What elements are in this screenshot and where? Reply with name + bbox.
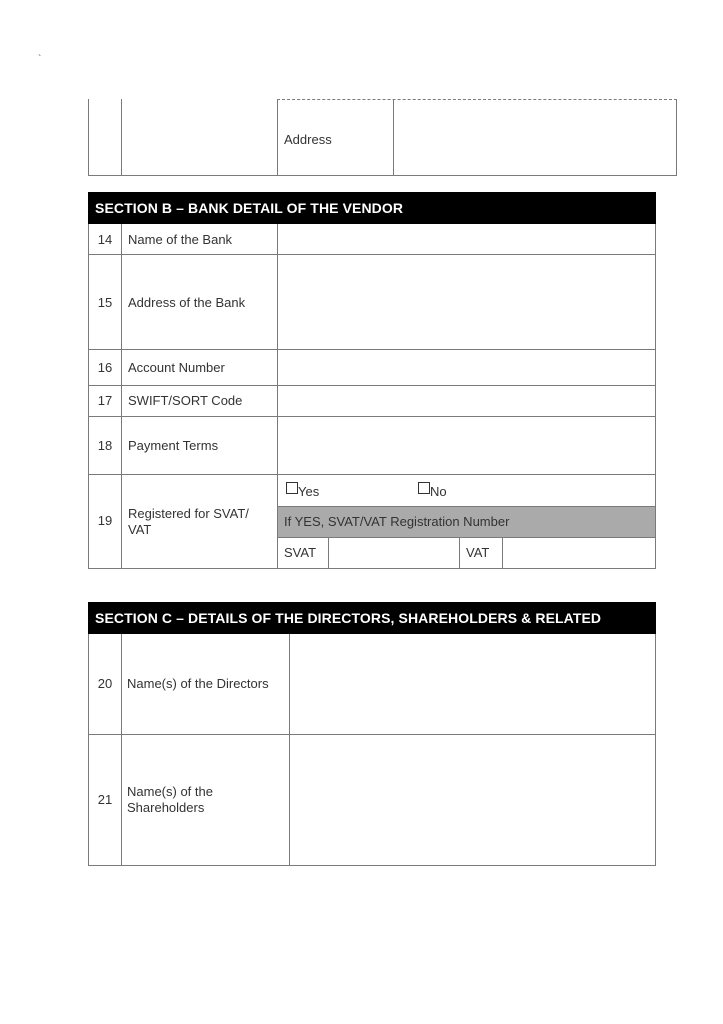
col-line	[121, 224, 122, 569]
directors-field[interactable]	[290, 635, 655, 734]
shareholders-label-line2: Shareholders	[127, 800, 205, 815]
directors-label: Name(s) of the Directors	[127, 676, 269, 691]
vat-registered-label-line1: Registered for SVAT/	[128, 506, 249, 521]
row-line	[88, 568, 656, 569]
section-b-header: SECTION B – BANK DETAIL OF THE VENDOR	[88, 192, 656, 224]
top-table-col-line	[676, 99, 677, 176]
top-table-col-line	[277, 99, 278, 176]
row-number: 19	[97, 513, 113, 528]
account-number-label: Account Number	[128, 360, 225, 375]
shareholders-label-line1: Name(s) of the	[127, 784, 213, 799]
section-c-header: SECTION C – DETAILS OF THE DIRECTORS, SHAREHOLDERS & RELATED PARTIES	[88, 602, 656, 634]
bank-name-field[interactable]	[278, 225, 655, 254]
col-line	[655, 634, 656, 866]
address-label: Address	[284, 132, 332, 147]
payment-terms-field[interactable]	[278, 417, 655, 474]
bank-address-field[interactable]	[278, 255, 655, 349]
row-number: 16	[97, 360, 113, 375]
no-checkbox[interactable]	[418, 482, 430, 494]
bank-address-label: Address of the Bank	[128, 295, 246, 310]
row-number: 20	[97, 676, 113, 691]
col-line	[88, 634, 89, 866]
yes-label: Yes	[298, 484, 320, 499]
no-label: No	[430, 484, 447, 499]
vat-number-field[interactable]	[503, 538, 655, 568]
top-table-col-line	[121, 99, 122, 176]
row-number: 17	[97, 393, 113, 408]
page-mark: `	[38, 54, 42, 65]
row-line	[88, 865, 656, 866]
swift-code-label: SWIFT/SORT Code	[128, 393, 243, 408]
row-line	[88, 474, 656, 475]
vat-registered-label-line2: VAT	[128, 522, 152, 537]
vat-label: VAT	[466, 545, 490, 560]
top-table-col-line	[88, 99, 89, 176]
address-field[interactable]	[394, 100, 676, 175]
payment-terms-label: Payment Terms	[128, 438, 219, 453]
svat-label: SVAT	[284, 545, 317, 560]
registration-prompt: If YES, SVAT/VAT Registration Number	[284, 514, 510, 529]
row-number: 21	[97, 792, 113, 807]
svat-number-field[interactable]	[329, 538, 459, 568]
account-number-field[interactable]	[278, 350, 655, 385]
col-line	[459, 537, 460, 569]
bank-name-label: Name of the Bank	[128, 232, 233, 247]
swift-code-field[interactable]	[278, 386, 655, 416]
col-line	[655, 224, 656, 569]
row-number: 14	[97, 232, 113, 247]
shareholders-field[interactable]	[290, 735, 655, 865]
row-number: 18	[97, 438, 113, 453]
top-table-bottom-edge	[88, 175, 677, 176]
yes-checkbox[interactable]	[286, 482, 298, 494]
col-line	[121, 634, 122, 866]
row-number: 15	[97, 295, 113, 310]
